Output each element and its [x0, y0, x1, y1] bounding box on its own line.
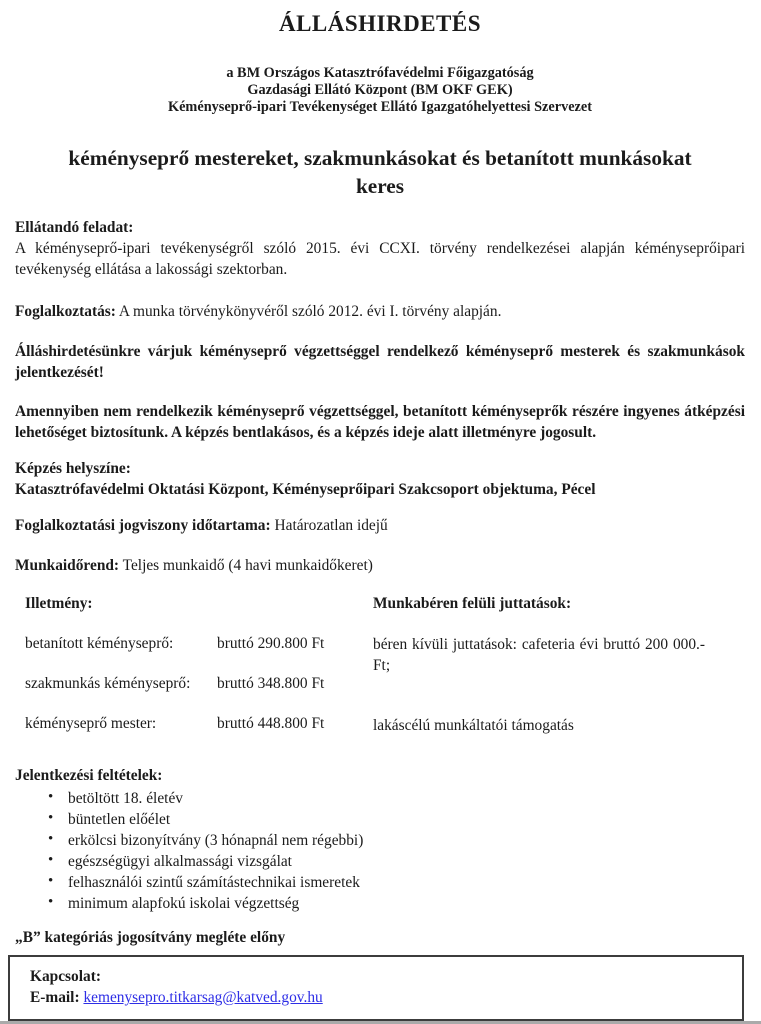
requirements-list: [15, 788, 745, 914]
contact-label: Kapcsolat:: [30, 968, 101, 985]
section-requirements: [15, 765, 745, 914]
requirement-item: [15, 830, 745, 851]
duration-label: Foglalkoztatási jogviszony időtartama:: [15, 517, 271, 534]
headline-line-2: keres: [355, 173, 405, 198]
benefit-item: lakáscélú munkáltatói támogatás: [373, 717, 574, 734]
salary-role: betanított kéményseprő:: [25, 635, 174, 652]
requirement-item: [15, 788, 745, 809]
requirement-text: minimum alapfokú iskolai végzettség: [68, 895, 300, 912]
bullet-icon: •: [48, 789, 54, 805]
call-paragraph-1: Álláshirdetésünkre várjuk kéményseprő végzettséggel rendelkező kéményseprő mesterek és szakmunkások jelentkezését!: [15, 343, 745, 381]
requirement-text: egészségügyi alkalmassági vizsgálat: [68, 853, 292, 870]
section-schedule: [15, 555, 745, 576]
training-location-value: Katasztrófavédelmi Oktatási Központ, Kéményseprőipari Szakcsoport objektuma, Pécel: [15, 481, 596, 498]
schedule-label: Munkaidőrend:: [15, 557, 120, 574]
training-location-label: Képzés helyszíne:: [15, 460, 131, 477]
salary-header: Illetmény:: [25, 595, 93, 612]
employment-label: Foglalkoztatás:: [15, 303, 116, 320]
salary-amount: bruttó 290.800 Ft: [217, 635, 325, 652]
org-line-2: Gazdasági Ellátó Központ (BM OKF GEK): [247, 82, 513, 98]
requirement-text: büntetlen előélet: [68, 811, 171, 828]
email-label: E-mail:: [30, 989, 80, 1006]
employment-body: A munka törvénykönyvéről szóló 2012. évi I. törvény alapján.: [118, 303, 502, 320]
call-paragraph-2: Amennyiben nem rendelkezik kéményseprő végzettséggel, betanított kéményseprők részére ingyenes átképzési lehetőséget biztosítunk. A képzés bentlakásos, és a képzés ideje alatt illetményre jogosult.: [15, 403, 745, 441]
salary-row: [25, 673, 373, 694]
requirement-item: [15, 893, 745, 914]
requirement-text: erkölcsi bizonyítvány (3 hónapnál nem régebbi): [68, 832, 364, 849]
section-employment: [15, 301, 745, 322]
salary-amount: bruttó 448.800 Ft: [217, 715, 325, 732]
bullet-icon: •: [48, 852, 54, 868]
salary-row: [25, 713, 373, 734]
license-note: „B” kategóriás jogosítvány megléte előny: [15, 929, 286, 946]
bullet-icon: •: [48, 873, 54, 889]
schedule-value: Teljes munkaidő (4 havi munkaidőkeret): [122, 557, 373, 574]
requirement-text: felhasználói szintű számítástechnikai ismeretek: [68, 874, 360, 891]
contact-box: [8, 955, 744, 1021]
headline: [15, 145, 745, 200]
doc-title: ÁLLÁSHIRDETÉS: [278, 11, 482, 36]
salary-role: szakmunkás kéményseprő:: [25, 675, 191, 692]
org-line-3: Kéményseprő-ipari Tevékenységet Ellátó Igazgatóhelyettesi Szervezet: [167, 99, 593, 115]
headline-line-1: kéményseprő mestereket, szakmunkásokat és betanított munkásokat: [68, 146, 692, 170]
contact-email-row: [30, 987, 732, 1008]
benefits-header: Munkabéren felüli juttatások:: [373, 595, 572, 612]
requirement-item: [15, 851, 745, 872]
benefit-item: béren kívüli juttatások: cafeteria évi bruttó 200 000.- Ft;: [373, 636, 705, 674]
duration-value: Határozatlan idejű: [274, 517, 388, 534]
requirement-item: [15, 809, 745, 830]
requirements-label: Jelentkezési feltételek:: [15, 767, 163, 784]
org-line-1: a BM Országos Katasztrófavédelmi Főigazgatóság: [226, 65, 534, 81]
section-task: [15, 217, 745, 280]
salary-column: [25, 593, 373, 736]
compensation-table: [15, 593, 745, 736]
requirement-item: [15, 872, 745, 893]
salary-role: kéményseprő mester:: [25, 715, 157, 732]
org-block: [15, 65, 745, 116]
requirement-text: betöltött 18. életév: [68, 790, 183, 807]
bullet-icon: •: [48, 894, 54, 910]
section-training-location: [15, 458, 745, 500]
email-link[interactable]: kemenysepro.titkarsag@katved.gov.hu: [83, 989, 323, 1006]
bullet-icon: •: [48, 831, 54, 847]
bullet-icon: •: [48, 810, 54, 826]
task-body: A kéményseprő-ipari tevékenységről szóló 2015. évi CCXI. törvény rendelkezései alapján kéményseprőipari tevékenység ellátása a lakossági szektorban.: [15, 240, 745, 278]
section-duration: [15, 515, 745, 536]
benefits-column: [373, 593, 705, 736]
salary-row: [25, 633, 373, 654]
task-label: Ellátandó feladat:: [15, 219, 134, 236]
salary-amount: bruttó 348.800 Ft: [217, 675, 325, 692]
